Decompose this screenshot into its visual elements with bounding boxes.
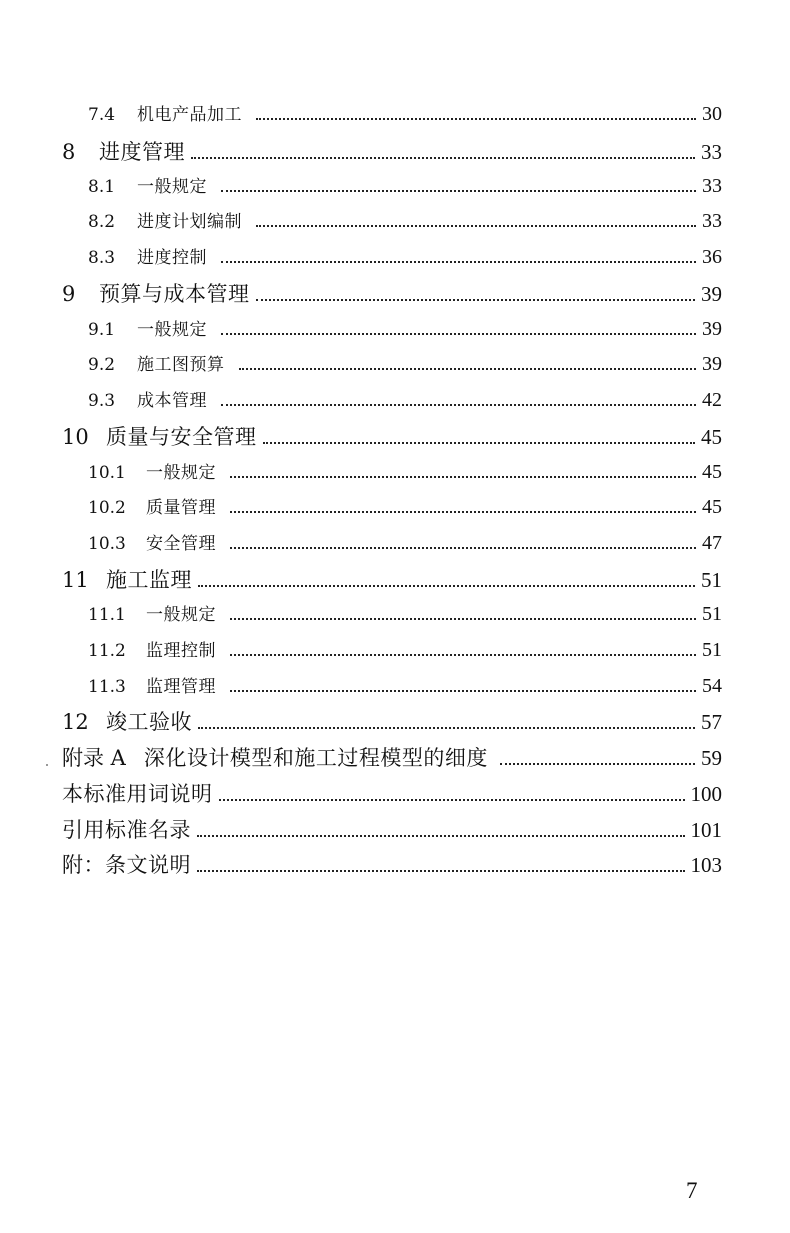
toc-entry[interactable] bbox=[88, 386, 722, 412]
dot-leader bbox=[263, 441, 696, 444]
toc-entry-title: 监理管理 bbox=[146, 677, 216, 697]
toc-entry-number: 11.3 bbox=[88, 677, 126, 697]
dot-leader bbox=[198, 584, 695, 587]
toc-entry-title: 质量与安全管理 bbox=[106, 425, 257, 449]
toc-entry[interactable] bbox=[88, 243, 722, 269]
toc-entry[interactable] bbox=[88, 100, 722, 126]
toc-entry-title: 施工监理 bbox=[106, 568, 192, 592]
toc-entry[interactable] bbox=[62, 849, 722, 879]
toc-entry-page: 59 bbox=[701, 746, 722, 770]
dot-leader bbox=[230, 475, 696, 478]
dot-leader bbox=[221, 332, 696, 335]
toc-entry-page: 45 bbox=[702, 496, 722, 518]
toc-entry-title: 一般规定 bbox=[146, 463, 216, 483]
toc-entry[interactable] bbox=[88, 493, 722, 519]
toc-entry-title: 附：条文说明 bbox=[62, 853, 191, 877]
toc-entry[interactable] bbox=[88, 672, 722, 698]
toc-entry[interactable] bbox=[88, 315, 722, 341]
toc-entry-number: 9.2 bbox=[88, 355, 116, 375]
toc-entry-title: 质量管理 bbox=[146, 498, 216, 518]
toc-entry-title: 监理控制 bbox=[146, 641, 216, 661]
toc-entry-page: 47 bbox=[702, 532, 722, 554]
toc-entry-page: 36 bbox=[702, 246, 722, 268]
toc-entry-page: 33 bbox=[701, 140, 722, 164]
dot-leader bbox=[256, 117, 696, 120]
toc-entry-title: 施工图预算 bbox=[137, 355, 225, 375]
toc-entry-number: 9 bbox=[62, 282, 76, 306]
toc-entry-number: 10 bbox=[62, 425, 89, 449]
dot-leader bbox=[221, 403, 696, 406]
toc-entry[interactable] bbox=[88, 207, 722, 233]
dot-leader bbox=[219, 798, 685, 801]
toc-entry-page: 51 bbox=[702, 639, 722, 661]
toc-entry-page: 57 bbox=[701, 710, 722, 734]
toc-entry-page: 103 bbox=[690, 853, 722, 877]
toc-entry-number: 9.1 bbox=[88, 320, 116, 340]
toc-entry-page: 39 bbox=[701, 282, 722, 306]
toc-entry-page: 30 bbox=[702, 103, 722, 125]
toc-entry[interactable] bbox=[88, 172, 722, 198]
toc-entry-title: 深化设计模型和施工过程模型的细度 bbox=[143, 746, 488, 770]
dot-leader bbox=[221, 189, 696, 192]
toc-entry-number: 7.4 bbox=[88, 105, 116, 125]
toc-entry[interactable] bbox=[62, 706, 722, 736]
toc-entry[interactable] bbox=[88, 600, 722, 626]
toc-entry-number: 8 bbox=[62, 140, 76, 164]
toc-entry-number: 11.1 bbox=[88, 605, 126, 625]
scan-speck bbox=[46, 764, 48, 766]
toc-entry-page: 51 bbox=[702, 603, 722, 625]
toc-entry[interactable] bbox=[62, 778, 722, 808]
toc-entry-number: 11 bbox=[62, 568, 89, 592]
dot-leader bbox=[230, 510, 696, 513]
toc-entry-title: 机电产品加工 bbox=[137, 105, 242, 125]
toc-entry-title: 预算与成本管理 bbox=[99, 282, 250, 306]
toc-entry-title: 一般规定 bbox=[137, 320, 207, 340]
toc-entry-number: 8.2 bbox=[88, 212, 116, 232]
dot-leader bbox=[230, 617, 696, 620]
toc-entry-page: 54 bbox=[702, 675, 722, 697]
toc-entry-number: 8.1 bbox=[88, 177, 116, 197]
toc-entry-page: 39 bbox=[702, 353, 722, 375]
dot-leader bbox=[256, 298, 696, 301]
toc-entry-page: 51 bbox=[701, 568, 722, 592]
toc-entry[interactable] bbox=[62, 421, 722, 451]
toc-entry[interactable] bbox=[62, 742, 722, 772]
toc-entry[interactable] bbox=[88, 529, 722, 555]
toc-entry-number: 11.2 bbox=[88, 641, 126, 661]
toc-entry-page: 101 bbox=[690, 818, 722, 842]
dot-leader bbox=[239, 367, 697, 370]
toc-entry-page: 45 bbox=[701, 425, 722, 449]
toc-entry-title: 进度控制 bbox=[137, 248, 207, 268]
toc-entry-title: 一般规定 bbox=[146, 605, 216, 625]
toc-entry[interactable] bbox=[62, 564, 722, 594]
toc-entry-page: 33 bbox=[702, 210, 722, 232]
dot-leader bbox=[221, 260, 696, 263]
toc-entry-title: 引用标准名录 bbox=[62, 818, 191, 842]
toc-entry-title: 安全管理 bbox=[146, 534, 216, 554]
toc-entry[interactable] bbox=[88, 350, 722, 376]
toc-entry-number: 附录 A bbox=[62, 746, 126, 770]
dot-leader bbox=[198, 726, 695, 729]
toc-entry-page: 33 bbox=[702, 175, 722, 197]
toc-entry-number: 10.3 bbox=[88, 534, 126, 554]
toc-entry-page: 45 bbox=[702, 461, 722, 483]
toc-entry-number: 8.3 bbox=[88, 248, 116, 268]
toc-entry-title: 进度管理 bbox=[99, 140, 185, 164]
page-number: 7 bbox=[686, 1178, 698, 1203]
toc-entry-title: 成本管理 bbox=[137, 391, 207, 411]
toc-entry[interactable] bbox=[62, 136, 722, 166]
toc-entry[interactable] bbox=[88, 636, 722, 662]
dot-leader bbox=[256, 224, 696, 227]
dot-leader bbox=[500, 762, 695, 765]
toc-entry-number: 12 bbox=[62, 710, 89, 734]
toc-entry[interactable] bbox=[62, 814, 722, 844]
dot-leader bbox=[230, 546, 696, 549]
toc-entry-page: 39 bbox=[702, 318, 722, 340]
dot-leader bbox=[191, 156, 695, 159]
toc-entry[interactable] bbox=[88, 458, 722, 484]
toc-entry-title: 一般规定 bbox=[137, 177, 207, 197]
toc-entry-page: 42 bbox=[702, 389, 722, 411]
dot-leader bbox=[230, 689, 696, 692]
toc-entry-number: 9.3 bbox=[88, 391, 116, 411]
dot-leader bbox=[230, 653, 696, 656]
toc-entry-title: 进度计划编制 bbox=[137, 212, 242, 232]
toc-entry-title: 竣工验收 bbox=[106, 710, 192, 734]
dot-leader bbox=[197, 869, 685, 872]
toc-entry-title: 本标准用词说明 bbox=[62, 782, 213, 806]
toc-entry-number: 10.2 bbox=[88, 498, 126, 518]
toc-entry-number: 10.1 bbox=[88, 463, 126, 483]
toc-entry-page: 100 bbox=[690, 782, 722, 806]
dot-leader bbox=[197, 834, 685, 837]
toc-entry[interactable] bbox=[62, 278, 722, 308]
